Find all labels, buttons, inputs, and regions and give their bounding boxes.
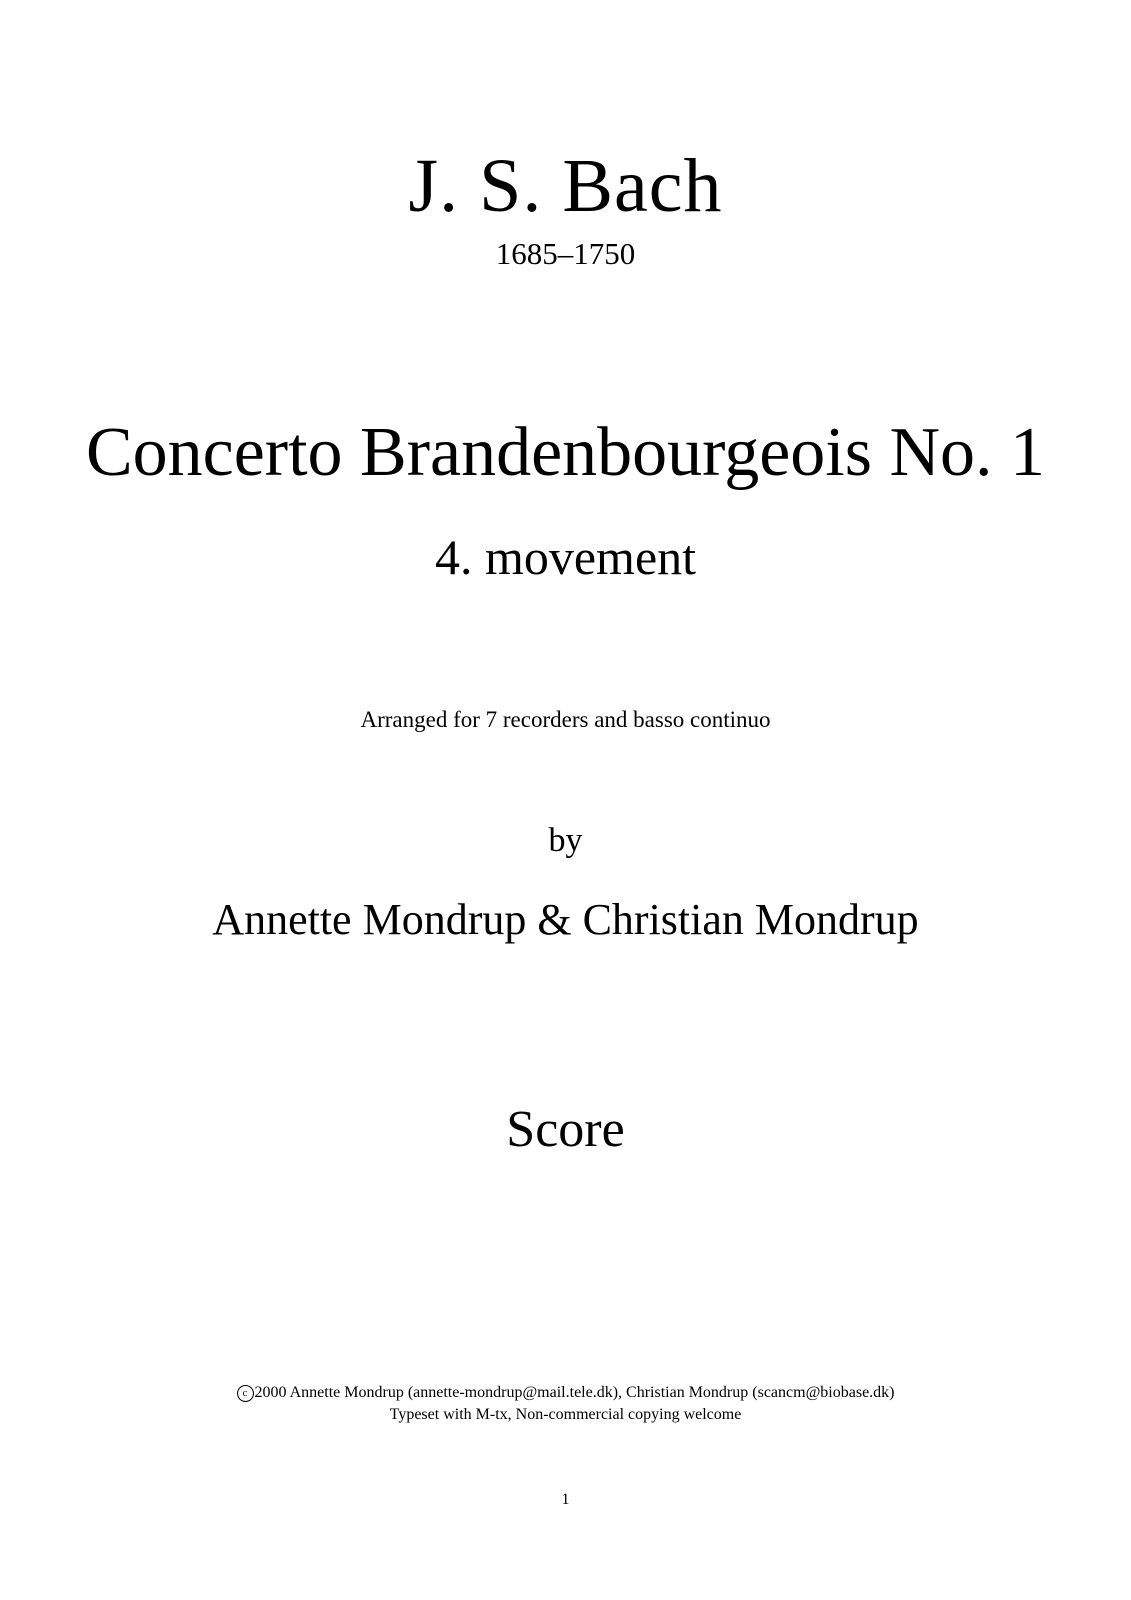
edition-label: Score [506, 1101, 625, 1158]
page-number: 1 [561, 1491, 570, 1508]
composer-name: J. S. Bach [408, 144, 723, 228]
copyright-notice [0, 1385, 1131, 1402]
movement-label: 4. movement [434, 529, 697, 585]
typeset-note: Typeset with M-tx, Non-commercial copying welcome [389, 1406, 742, 1423]
by-label: by [548, 822, 583, 859]
copyright-text: 2000 Annette Mondrup (annette-mondrup@mail.tele.dk), Christian Mondrup (scancm@biobase.dk) [254, 1384, 895, 1401]
copyright-icon: c [237, 1385, 254, 1402]
arrangement-description: Arranged for 7 recorders and basso continuo [360, 707, 771, 732]
arrangers-names: Annette Mondrup & Christian Mondrup [212, 895, 919, 944]
work-title: Concerto Brandenbourgeois No. 1 [85, 414, 1046, 491]
composer-dates: 1685–1750 [495, 236, 636, 271]
